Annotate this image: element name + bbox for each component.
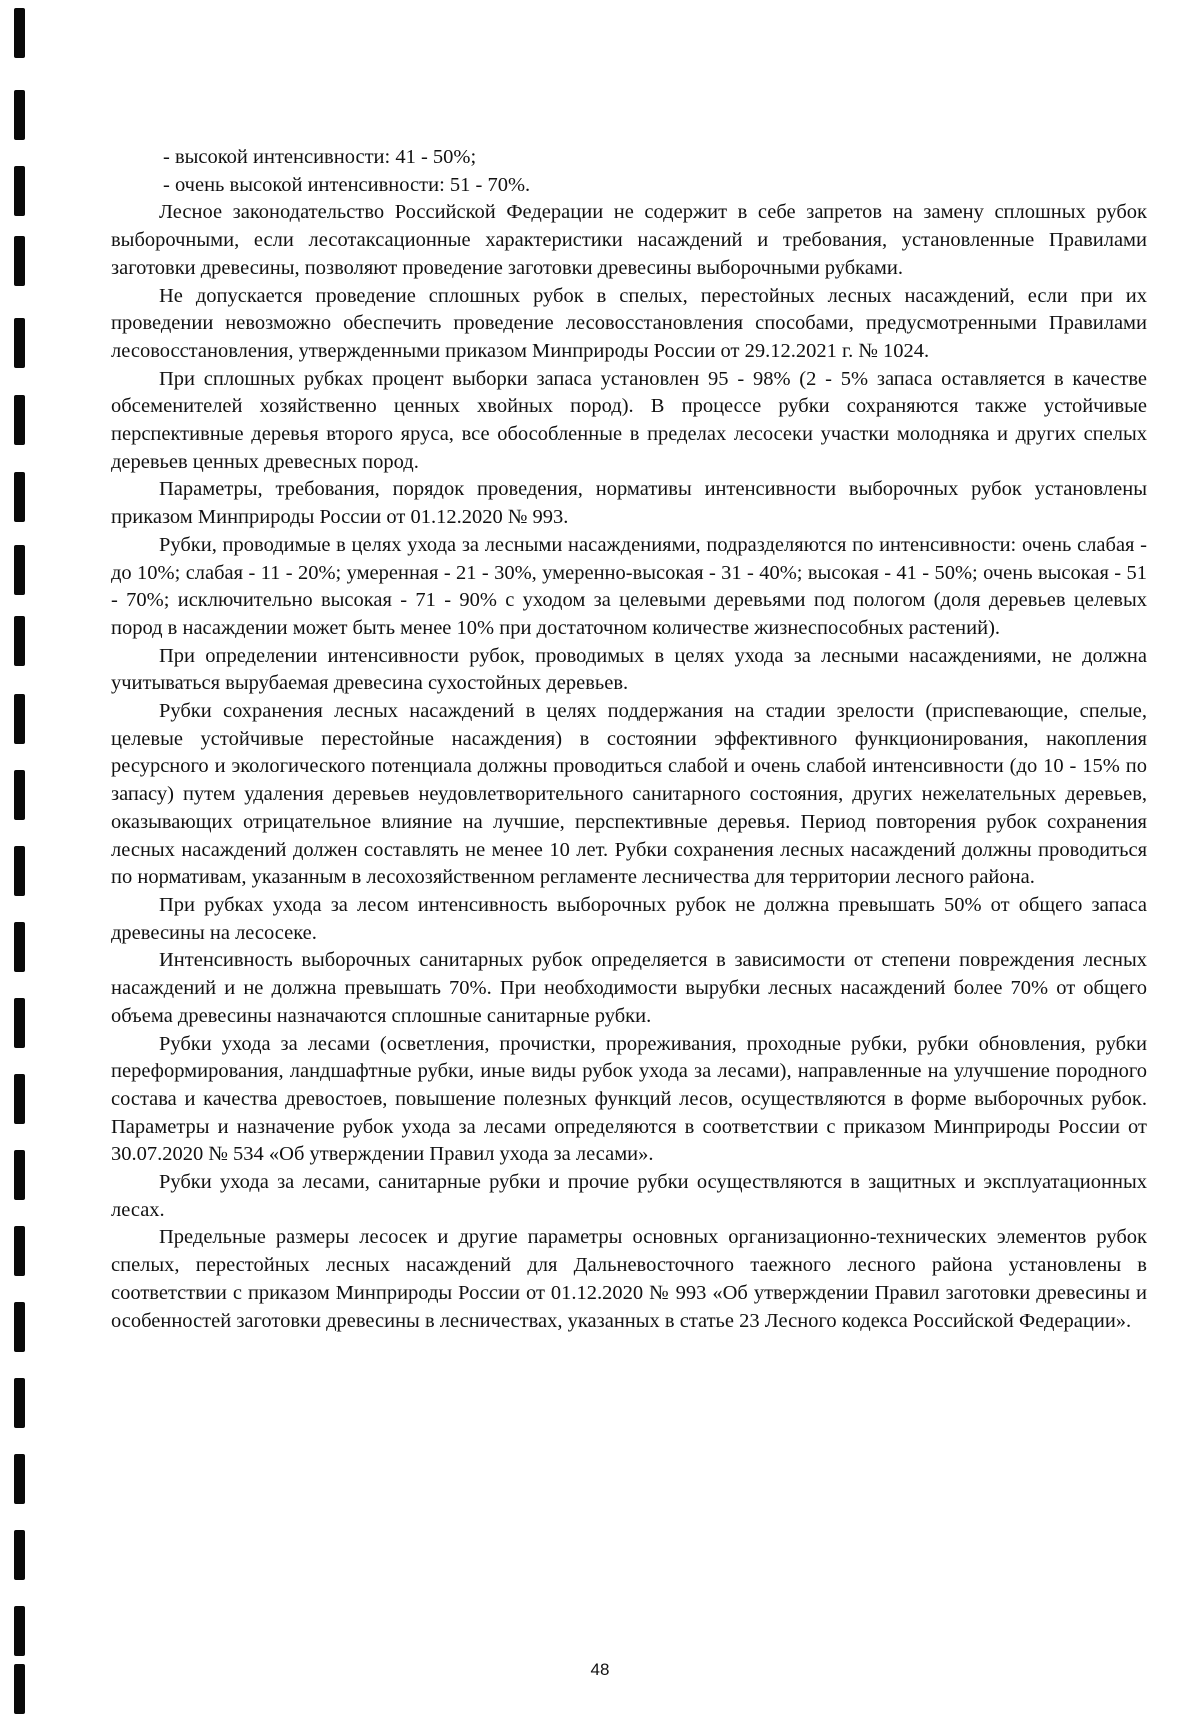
binding-mark: [14, 318, 25, 368]
binding-mark: [14, 8, 25, 58]
paragraph-clear-cut-prohibition: Не допускается проведение сплошных рубок в спелых, перестойных лесных насаждений, если при их проведении невозможно обеспечить проведение лесовосстановления способами, предусмотренными Правилами лесовосстановления, утвержденными приказом Минприроды России от 29.12.2021 г. № 1024.: [111, 284, 1147, 362]
paragraph-selective-cutting-parameters: Параметры, требования, порядок проведения, нормативы интенсивности выборочных рубок установлены приказом Минприроды России от 01.12.2020 № 993.: [111, 478, 1147, 529]
binding-mark: [14, 472, 25, 522]
paragraph-forest-legislation: Лесное законодательство Российской Федерации не содержит в себе запретов на замену сплошных рубок выборочными, если лесотаксационные характеристики насаждений и требования, установленные Правилами заготовки древесины, позволяют проведение заготовки древесины выборочными рубками.: [111, 201, 1147, 279]
binding-mark: [14, 1378, 25, 1428]
paragraph-clear-cut-percentage: При сплошных рубках процент выборки запаса установлен 95 - 98% (2 - 5% запаса оставляется в качестве обсеменителей хозяйственно ценных хвойных пород). В процессе рубки сохраняются также устойчивые перспективные деревья второго яруса, все обособленные в пределах лесосеки участки молодняка и других спелых деревьев ценных древесных пород.: [111, 367, 1147, 473]
binding-mark: [14, 1530, 25, 1580]
paragraph-preservation-cutting: Рубки сохранения лесных насаждений в целях поддержания на стадии зрелости (приспевающие, спелые, целевые устойчивые перестойные насаждения) в состоянии эффективного функционирования, накопления ресурсного и экологического потенциала должны проводиться слабой и очень слабой интенсивности (до 10 - 15% по запасу) путем удаления деревьев неудовлетворительного санитарного состояния, других нежелательных деревьев, оказывающих отрицательное влияние на лучшие, перспективные деревья. Период повторения рубок сохранения лесных насаждений должен составлять не менее 10 лет. Рубки сохранения лесных насаждений должны проводиться по нормативам, указанным в лесохозяйственном регламенте лесничества для территории лесного района.: [111, 700, 1147, 889]
document-body: [111, 144, 1147, 1335]
paragraph-protective-forests: Рубки ухода за лесами, санитарные рубки и прочие рубки осуществляются в защитных и эксплуатационных лесах.: [111, 1171, 1147, 1221]
binding-mark: [14, 694, 25, 744]
binding-mark: [14, 1226, 25, 1276]
binding-holes: [14, 0, 30, 1714]
binding-mark: [14, 545, 25, 595]
paragraph-care-cutting-limit: При рубках ухода за лесом интенсивность выборочных рубок не должна превышать 50% от общего запаса древесины на лесосеке.: [111, 893, 1147, 944]
binding-mark: [14, 1606, 25, 1656]
list-item-high-intensity: - высокой интенсивности: 41 - 50%;: [163, 146, 477, 168]
binding-mark: [14, 166, 25, 216]
list-item-very-high-intensity: - очень высокой интенсивности: 51 - 70%.: [163, 173, 531, 196]
binding-mark: [14, 1454, 25, 1504]
paragraph-forest-care-types: Рубки ухода за лесами (осветления, прочистки, прореживания, проходные рубки, рубки обновления, рубки переформирования, ландшафтные рубки, иные виды рубок ухода за лесами), направленные на улучшение породного состава и качества древостоев, повышение полезных функций лесов, осуществляются в форме выборочных рубок. Параметры и назначение рубок ухода за лесами определяются в соответствии с приказом Минприроды России от 30.07.2020 № 534 «Об утверждении Правил ухода за лесами».: [111, 1032, 1147, 1166]
binding-mark: [14, 1150, 25, 1200]
paragraph-sanitary-cutting: Интенсивность выборочных санитарных рубок определяется в зависимости от степени повреждения лесных насаждений и не должна превышать 70%. При необходимости вырубки лесных насаждений более 70% от общего объема древесины назначаются сплошные санитарные рубки.: [111, 949, 1147, 1027]
binding-mark: [14, 1074, 25, 1124]
binding-mark: [14, 922, 25, 972]
binding-mark: [14, 616, 25, 666]
binding-mark: [14, 395, 25, 445]
paragraph-care-cutting-intensity: Рубки, проводимые в целях ухода за лесными насаждениями, подразделяются по интенсивности: очень слабая - до 10%; слабая - 11 - 20%; умеренная - 21 - 30%, умеренно-высокая - 31 - 40%; высокая - 41 - 50%; очень высокая - 51 - 70%; исключительно высокая - 71 - 90% с уходом за целевыми деревьями под пологом (доля деревьев целевых пород в насаждении может быть менее 10% при достаточном количестве жизнеспособных растений).: [111, 533, 1147, 639]
page-number: 48: [590, 1660, 610, 1679]
binding-mark: [14, 1302, 25, 1352]
binding-mark: [14, 770, 25, 820]
binding-mark: [14, 90, 25, 140]
paragraph-cutting-area-limits: Предельные размеры лесосек и другие параметры основных организационно-технических элементов рубок спелых, перестойных лесных насаждений для Дальневосточного таежного лесного района установлены в соответствии с приказом Минприроды России от 01.12.2020 № 993 «Об утверждении Правил заготовки древесины и особенностей заготовки древесины в лесничествах, указанных в статье 23 Лесного кодекса Российской Федерации».: [111, 1226, 1147, 1332]
binding-mark: [14, 236, 25, 286]
paragraph-dead-wood-exclusion: При определении интенсивности рубок, проводимых в целях ухода за лесными насаждениями, не должна учитываться вырубаемая древесина сухостойных деревьев.: [111, 644, 1147, 695]
binding-mark: [14, 846, 25, 896]
binding-mark: [14, 998, 25, 1048]
